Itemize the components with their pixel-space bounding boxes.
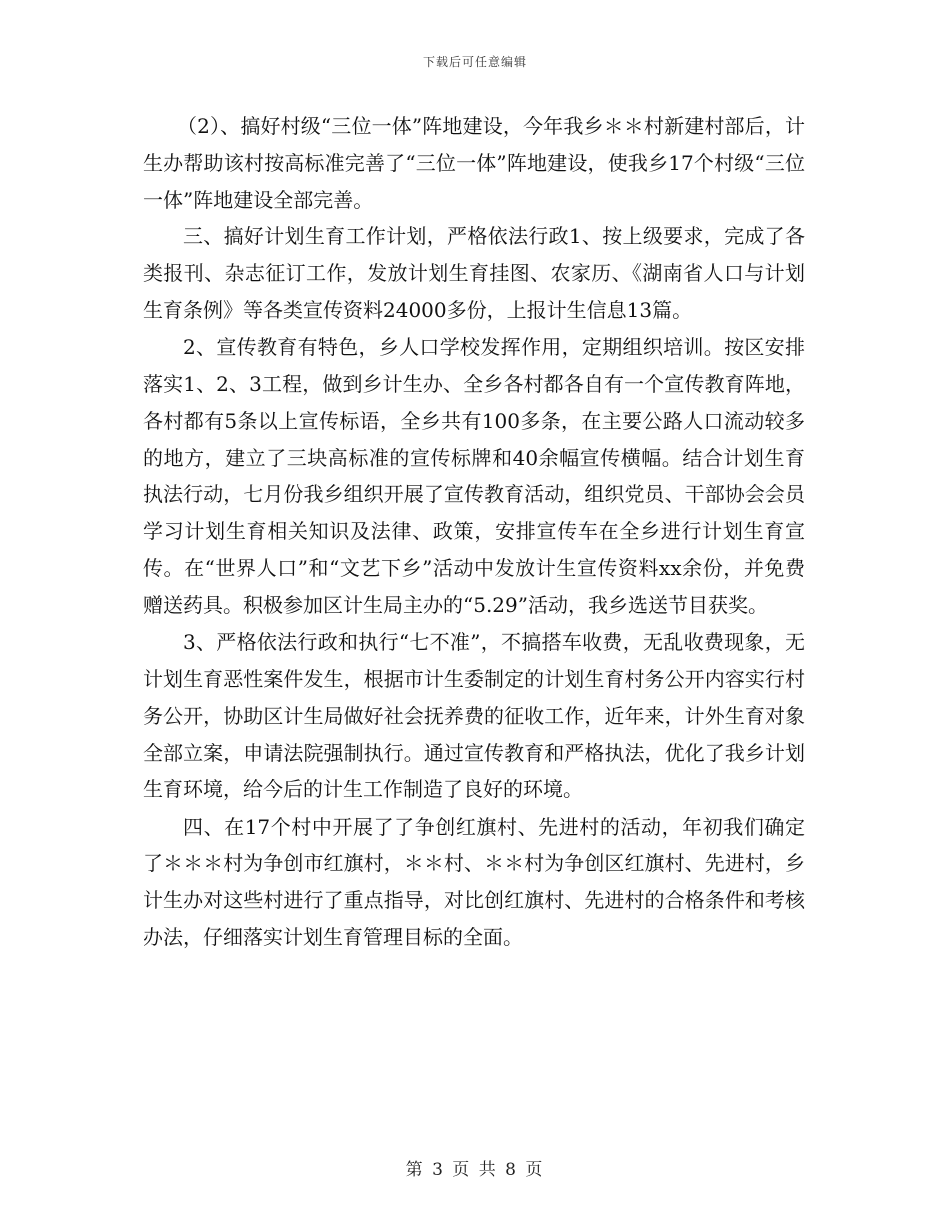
- document-body: [143, 108, 805, 956]
- page-header: 下载后可任意编辑: [422, 55, 527, 69]
- paragraph-work-plan: 三、搞好计划生育工作计划，严格依法行政1、按上级要求，完成了各类报刊、杂志征订工作，发放计划生育挂图、农家历、《湖南省人口与计划生育条例》等各类宣传资料24000多份，上报计生信息13篇。: [143, 224, 805, 322]
- paragraph-law-enforcement: 3、严格依法行政和执行“七不准”，不搞搭车收费，无乱收费现象，无计划生育恶性案件发生，根据市计生委制定的计划生育村务公开内容实行村务公开，协助区计生局做好社会抚养费的征收工作，近年来，计外生育对象全部立案，申请法院强制执行。通过宣传教育和严格执法，优化了我乡计划生育环境，给今后的计生工作制造了良好的环境。: [143, 630, 805, 802]
- page-number-footer: 第 3 页 共 8 页: [405, 1160, 545, 1180]
- paragraph-red-flag-villages: 四、在17个村中开展了了争创红旗村、先进村的活动，年初我们确定了＊＊＊村为争创市红旗村，＊＊村、＊＊村为争创区红旗村、先进村，乡计生办对这些村进行了重点指导，对比创红旗村、先进村的合格条件和考核办法，仔细落实计划生育管理目标的全面。: [143, 814, 805, 950]
- paragraph-publicity-education: 2、宣传教育有特色，乡人口学校发挥作用，定期组织培训。按区安排落实1、2、3工程，做到乡计生办、全乡各村都各自有一个宣传教育阵地，各村都有5条以上宣传标语，全乡共有100多条，在主要公路人口流动较多的地方，建立了三块高标准的宣传标牌和40余幅宣传横幅。结合计划生育执法行动，七月份我乡组织开展了宣传教育活动，组织党员、干部协会会员学习计划生育相关知识及法律、政策，安排宣传车在全乡进行计划生育宣传。在“世界人口”和“文艺下乡”活动中发放计生宣传资料xx余份，并免费赠送药具。积极参加区计生局主办的“5.29”活动，我乡选送节目获奖。: [143, 335, 805, 617]
- paragraph-village-position-building: （2）、搞好村级“三位一体”阵地建设，今年我乡＊＊村新建村部后，计生办帮助该村按高标准完善了“三位一体”阵地建设，使我乡17个村级“三位一体”阵地建设全部完善。: [143, 114, 805, 212]
